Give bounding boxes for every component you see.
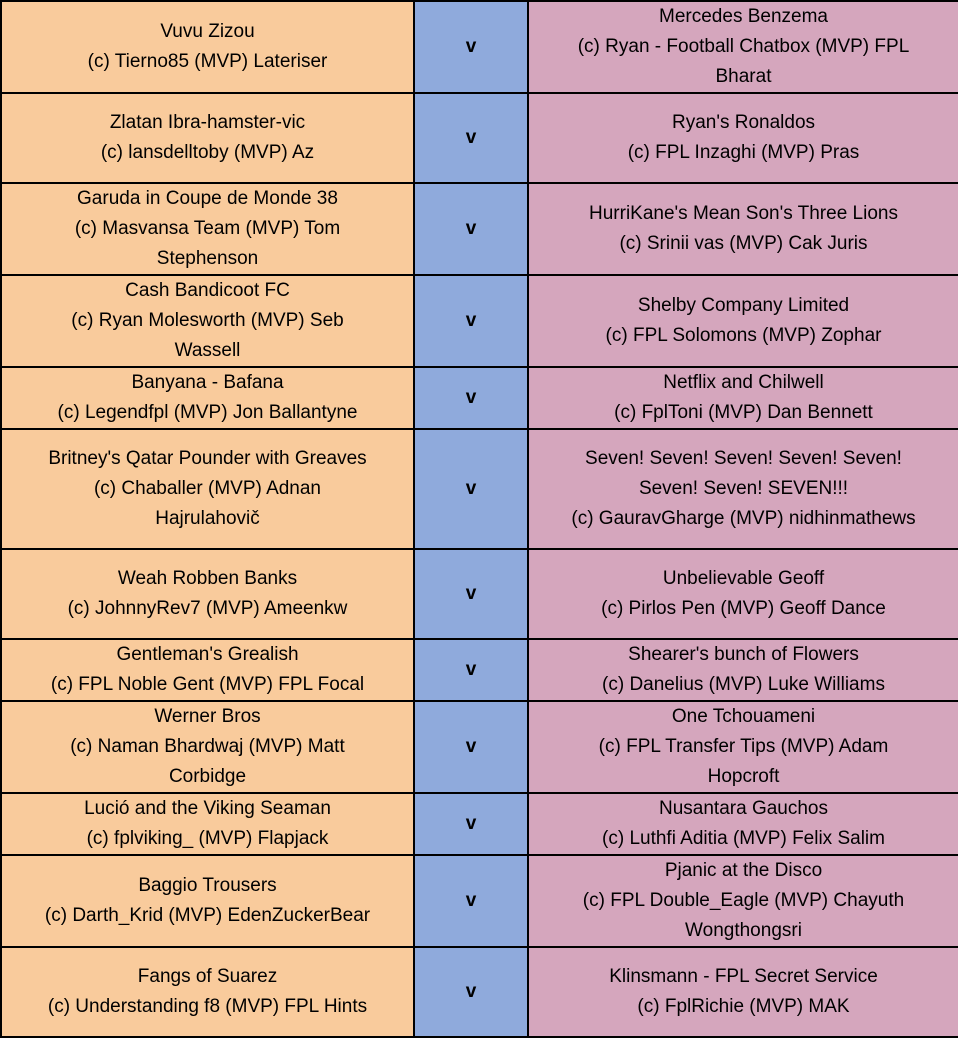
home-team-name: Banyana - Bafana (131, 372, 284, 393)
home-team-name: Cash Bandicoot FC (125, 280, 290, 301)
away-team-cell (528, 701, 958, 793)
fixture-row (1, 367, 958, 429)
versus-label: v (414, 429, 528, 549)
versus-label: v (414, 93, 528, 183)
versus-label: v (414, 367, 528, 429)
home-team-detail: Hajrulahovič (155, 508, 260, 529)
home-team-detail: (c) fplviking_ (MVP) Flapjack (86, 828, 329, 849)
away-team-name: Unbelievable Geoff (662, 568, 825, 589)
versus-label: v (414, 701, 528, 793)
away-team-name: Klinsmann - FPL Secret Service (609, 966, 878, 987)
away-team-cell (528, 1, 958, 93)
away-team-detail: (c) Pirlos Pen (MVP) Geoff Dance (601, 598, 886, 619)
away-team-detail: (c) FplToni (MVP) Dan Bennett (614, 402, 873, 423)
away-team-detail: (c) FPL Double_Eagle (MVP) Chayuth (582, 890, 905, 911)
away-team-detail: (c) FplRichie (MVP) MAK (637, 996, 850, 1017)
away-team-cell (528, 275, 958, 367)
away-team-cell (528, 855, 958, 947)
fixture-row (1, 549, 958, 639)
away-team-name: Ryan's Ronaldos (671, 112, 816, 133)
home-team-detail: Corbidge (168, 766, 247, 787)
away-team-name: HurriKane's Mean Son's Three Lions (589, 203, 898, 224)
home-team-detail: (c) JohnnyRev7 (MVP) Ameenkw (67, 598, 348, 619)
away-team-name: Shearer's bunch of Flowers (628, 644, 859, 665)
away-team-name: Shelby Company Limited (637, 295, 850, 316)
away-team-detail: Seven! Seven! SEVEN!!! (638, 478, 849, 499)
home-team-name: Zlatan Ibra-hamster-vic (109, 112, 306, 133)
away-team-cell (528, 793, 958, 855)
away-team-cell (528, 639, 958, 701)
home-team-detail: Wassell (174, 340, 241, 361)
home-team-detail: (c) Masvansa Team (MVP) Tom (74, 218, 341, 239)
home-team-detail: (c) FPL Noble Gent (MVP) FPL Focal (50, 674, 365, 695)
home-team-name: Gentleman's Grealish (116, 644, 299, 665)
away-team-name: Seven! Seven! Seven! Seven! Seven! (585, 448, 902, 469)
home-team-cell (1, 855, 414, 947)
versus-label: v (414, 793, 528, 855)
away-team-name: Nusantara Gauchos (659, 798, 828, 819)
home-team-name: Garuda in Coupe de Monde 38 (77, 188, 338, 209)
home-team-name: Werner Bros (154, 706, 261, 727)
home-team-name: Baggio Trousers (138, 875, 277, 896)
away-team-name: Pjanic at the Disco (664, 860, 823, 881)
away-team-name: Mercedes Benzema (659, 6, 828, 27)
away-team-detail: (c) Ryan - Football Chatbox (MVP) FPL (577, 36, 910, 57)
home-team-detail: (c) Tierno85 (MVP) Lateriser (87, 51, 328, 72)
fixture-row (1, 275, 958, 367)
home-team-cell (1, 1, 414, 93)
versus-label: v (414, 549, 528, 639)
home-team-detail: Stephenson (156, 248, 259, 269)
home-team-detail: (c) Legendfpl (MVP) Jon Ballantyne (57, 402, 358, 423)
home-team-detail: (c) Understanding f8 (MVP) FPL Hints (47, 996, 368, 1017)
home-team-cell (1, 275, 414, 367)
versus-label: v (414, 639, 528, 701)
versus-label: v (414, 1, 528, 93)
away-team-detail: Wongthongsri (685, 920, 802, 941)
away-team-name: Netflix and Chilwell (663, 372, 824, 393)
away-team-cell (528, 367, 958, 429)
fixture-row (1, 855, 958, 947)
versus-label: v (414, 947, 528, 1037)
fixture-row (1, 429, 958, 549)
away-team-cell (528, 93, 958, 183)
fixtures-body (1, 1, 958, 1037)
fixture-row (1, 701, 958, 793)
home-team-detail: (c) Chaballer (MVP) Adnan (93, 478, 322, 499)
away-team-cell (528, 549, 958, 639)
versus-label: v (414, 855, 528, 947)
away-team-detail: Bharat (715, 66, 772, 87)
home-team-cell (1, 701, 414, 793)
home-team-cell (1, 549, 414, 639)
home-team-cell (1, 639, 414, 701)
home-team-detail: (c) lansdelltoby (MVP) Az (100, 142, 315, 163)
home-team-cell (1, 429, 414, 549)
fixture-row (1, 1, 958, 93)
away-team-detail: (c) GauravGharge (MVP) nidhinmathews (571, 508, 916, 529)
away-team-detail: (c) Srinii vas (MVP) Cak Juris (619, 233, 868, 254)
fixture-row (1, 93, 958, 183)
home-team-name: Britney's Qatar Pounder with Greaves (48, 448, 367, 469)
home-team-name: Vuvu Zizou (160, 21, 255, 42)
fixture-row (1, 639, 958, 701)
home-team-cell (1, 93, 414, 183)
away-team-detail: Hopcroft (707, 766, 780, 787)
home-team-detail: (c) Ryan Molesworth (MVP) Seb (71, 310, 344, 331)
fixture-row (1, 183, 958, 275)
home-team-cell (1, 183, 414, 275)
versus-label: v (414, 183, 528, 275)
away-team-detail: (c) FPL Solomons (MVP) Zophar (605, 325, 882, 346)
home-team-name: Weah Robben Banks (117, 568, 298, 589)
versus-label: v (414, 275, 528, 367)
away-team-name: One Tchouameni (671, 706, 816, 727)
home-team-detail: (c) Naman Bhardwaj (MVP) Matt (70, 736, 345, 757)
away-team-detail: (c) FPL Transfer Tips (MVP) Adam (598, 736, 889, 757)
home-team-name: Lució and the Viking Seaman (84, 798, 331, 819)
home-team-name: Fangs of Suarez (137, 966, 278, 987)
away-team-cell (528, 429, 958, 549)
home-team-detail: (c) Darth_Krid (MVP) EdenZuckerBear (44, 905, 371, 926)
away-team-detail: (c) Luthfi Aditia (MVP) Felix Salim (602, 828, 885, 849)
home-team-cell (1, 793, 414, 855)
home-team-cell (1, 367, 414, 429)
away-team-detail: (c) Danelius (MVP) Luke Williams (602, 674, 885, 695)
away-team-detail: (c) FPL Inzaghi (MVP) Pras (627, 142, 860, 163)
away-team-cell (528, 183, 958, 275)
fixture-row (1, 793, 958, 855)
